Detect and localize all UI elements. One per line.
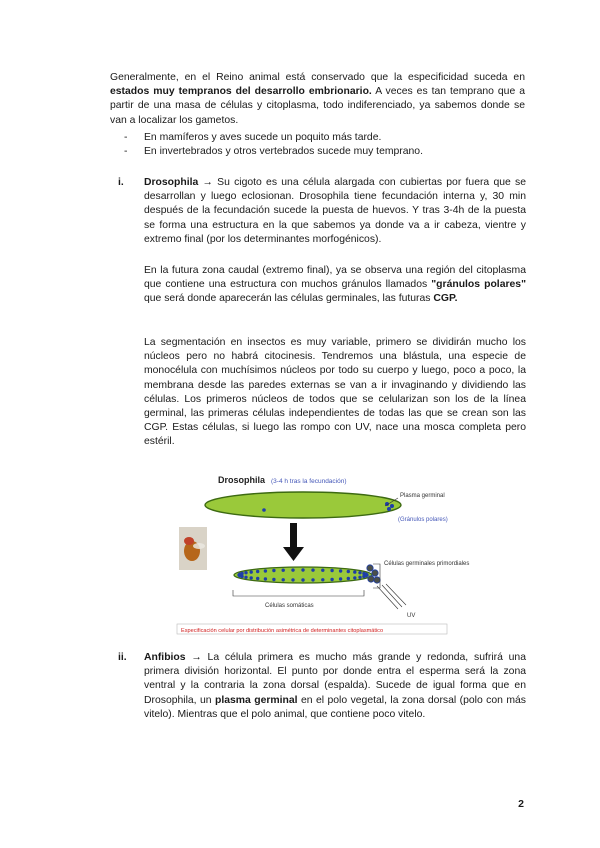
label-somatic: Células somáticas (265, 603, 314, 609)
label-plasma (400, 493, 445, 499)
nucleus-dot (244, 571, 247, 574)
section-i-number: i. (118, 177, 124, 188)
intro-bold: estados muy tempranos del desarrollo embrionario. (110, 86, 372, 98)
nucleus-dot (347, 577, 350, 580)
page-number: 2 (518, 798, 524, 810)
nucleus-dot (240, 572, 243, 575)
polar-granules-term: "gránulos polares" (431, 279, 527, 291)
nucleus-dot (250, 576, 253, 579)
nucleus-dot (272, 578, 275, 581)
section-ii-number: ii. (118, 652, 127, 663)
list-item: - En mamíferos y aves sucede un poquito más tarde. (124, 131, 524, 145)
nucleus-dot (282, 569, 285, 572)
drosophila-heading: Drosophila (144, 177, 199, 188)
nucleus-dot (311, 578, 314, 581)
arrow-head (283, 547, 304, 561)
drosophila-text: → Su cigoto es una célula alargada con cubiertas por fuera que se desarrollan y luego eclosionan. Drosophila tiene fecundación interna y, 30 min después de la fecundación sucede la puesta de huevos. Y tras 3-4h de la puesta se forma una estructura en la que sabemos ya donde va a ir cabeza, vientre y extremo final (por los determinantes morfogénicos). (144, 177, 526, 245)
nucleus-dot (330, 569, 333, 572)
arrow-shaft (290, 523, 297, 548)
pole-cell (374, 577, 380, 583)
uv-ray (382, 585, 402, 607)
germ-plasm-term: plasma germinal (214, 694, 298, 706)
polar-granule (390, 504, 394, 508)
nucleus-dot (311, 568, 314, 571)
fly-photo-wing (193, 543, 205, 549)
label-uv: UV (407, 613, 416, 619)
figure-caption: Especificación celular por distribución asimétrica de determinantes citoplasmático (181, 628, 384, 634)
fly-photo-eye (184, 537, 194, 545)
label-cells (384, 561, 469, 567)
nucleus-dot (291, 568, 294, 571)
pole-cell (368, 576, 374, 582)
nucleus-dot (330, 578, 333, 581)
nucleus-dot (339, 577, 342, 580)
section-i-paragraph-1 (144, 176, 526, 247)
intro-text-2: A veces es tan temprano que a partir de una masa de células y citoplasma, todo indiferenciado, ya sabemos donde se van a localizar los gametos. (110, 86, 525, 126)
figure-title: Drosophila (218, 475, 266, 485)
nucleus-dot (264, 569, 267, 572)
somatic-bracket (233, 590, 364, 596)
nucleus-dot (301, 568, 304, 571)
intro-paragraph (110, 71, 525, 128)
pole-cell (367, 565, 373, 571)
nucleus-dot (358, 571, 361, 574)
bullet-list (124, 131, 524, 159)
nucleus-dot (301, 578, 304, 581)
nucleus-dot (353, 576, 356, 579)
nucleus-dot (347, 570, 350, 573)
nucleus-dot (321, 569, 324, 572)
nucleus-dot (321, 578, 324, 581)
nucleus-dot (365, 573, 368, 576)
nucleus-dot (256, 570, 259, 573)
nucleus-dot (262, 508, 266, 512)
nucleus-dot (256, 577, 259, 580)
nucleus-dot (339, 569, 342, 572)
anfibios-text-1: → La célula primera es mucho más grande y redonda, sufrirá una primera división horizontal. El punto por donde entra el esperma será la zona ventral y la contraria la zona dorsal (espalda). Sucede de igual forma que en Drosophila, un (144, 652, 526, 706)
uv-ray (377, 586, 398, 609)
uv-ray (386, 584, 406, 605)
nucleus-dot (250, 570, 253, 573)
p2-text-1: En la futura zona caudal (extremo final), ya se observa una región del citoplasma que contiene una estructura con muchos gránulos llamados (144, 265, 526, 291)
nucleus-dot (353, 570, 356, 573)
intro-text-1: Generalmente, en el Reino animal está conservado que la especificidad suceda en (110, 72, 525, 83)
section-ii-paragraph (144, 651, 526, 722)
cgp-term: CGP. (433, 293, 458, 305)
label-granules: (Gránulos polares) (398, 517, 448, 523)
nucleus-dot (291, 578, 294, 581)
nucleus-dot (244, 576, 247, 579)
nucleus-dot (358, 576, 361, 579)
egg-top (205, 492, 401, 518)
section-i-paragraph-2 (144, 264, 526, 307)
drosophila-figure (170, 466, 470, 636)
p2-text-2: que será donde aparecerán las células germinales, las futuras (144, 293, 434, 305)
nucleus-dot (282, 578, 285, 581)
polar-granule (387, 507, 391, 511)
section-i-paragraph-3: La segmentación en insectos es muy variable, primero se dividirán mucho los núcleos pero no habrá citocinesis. Tendremos una blástula, una especie de monocélula con muchísimos núcleos por todo su cuerpo y luego, poco a poco, la membrana desde las paredes externas se van a ir invaginando y dividiendo las células. Los primeros núcleos de todos que se celularizan son los de la línea germinal, las primeras células independientes de todas las que se crean son las CGP. Estas células, si luego las rompo con UV, nace una mosca completa pero estéril. (144, 337, 526, 448)
label-cells-text: Células germinales primordiales (384, 561, 470, 567)
label-plasma-text: Plasma germinal (400, 493, 445, 499)
anfibios-text-2: en el polo vegetal, la zona dorsal (polo con más vitelo). Mientras que el polo animal, que contiene poco vitelo. (144, 694, 526, 720)
pole-cell (372, 570, 378, 576)
figure-subtitle: (3-4 h tras la fecundación) (271, 478, 347, 485)
list-item: - En invertebrados y otros vertebrados sucede muy temprano. (124, 145, 524, 159)
nucleus-dot (272, 569, 275, 572)
anfibios-heading: Anfibios (144, 652, 186, 663)
nucleus-dot (264, 577, 267, 580)
